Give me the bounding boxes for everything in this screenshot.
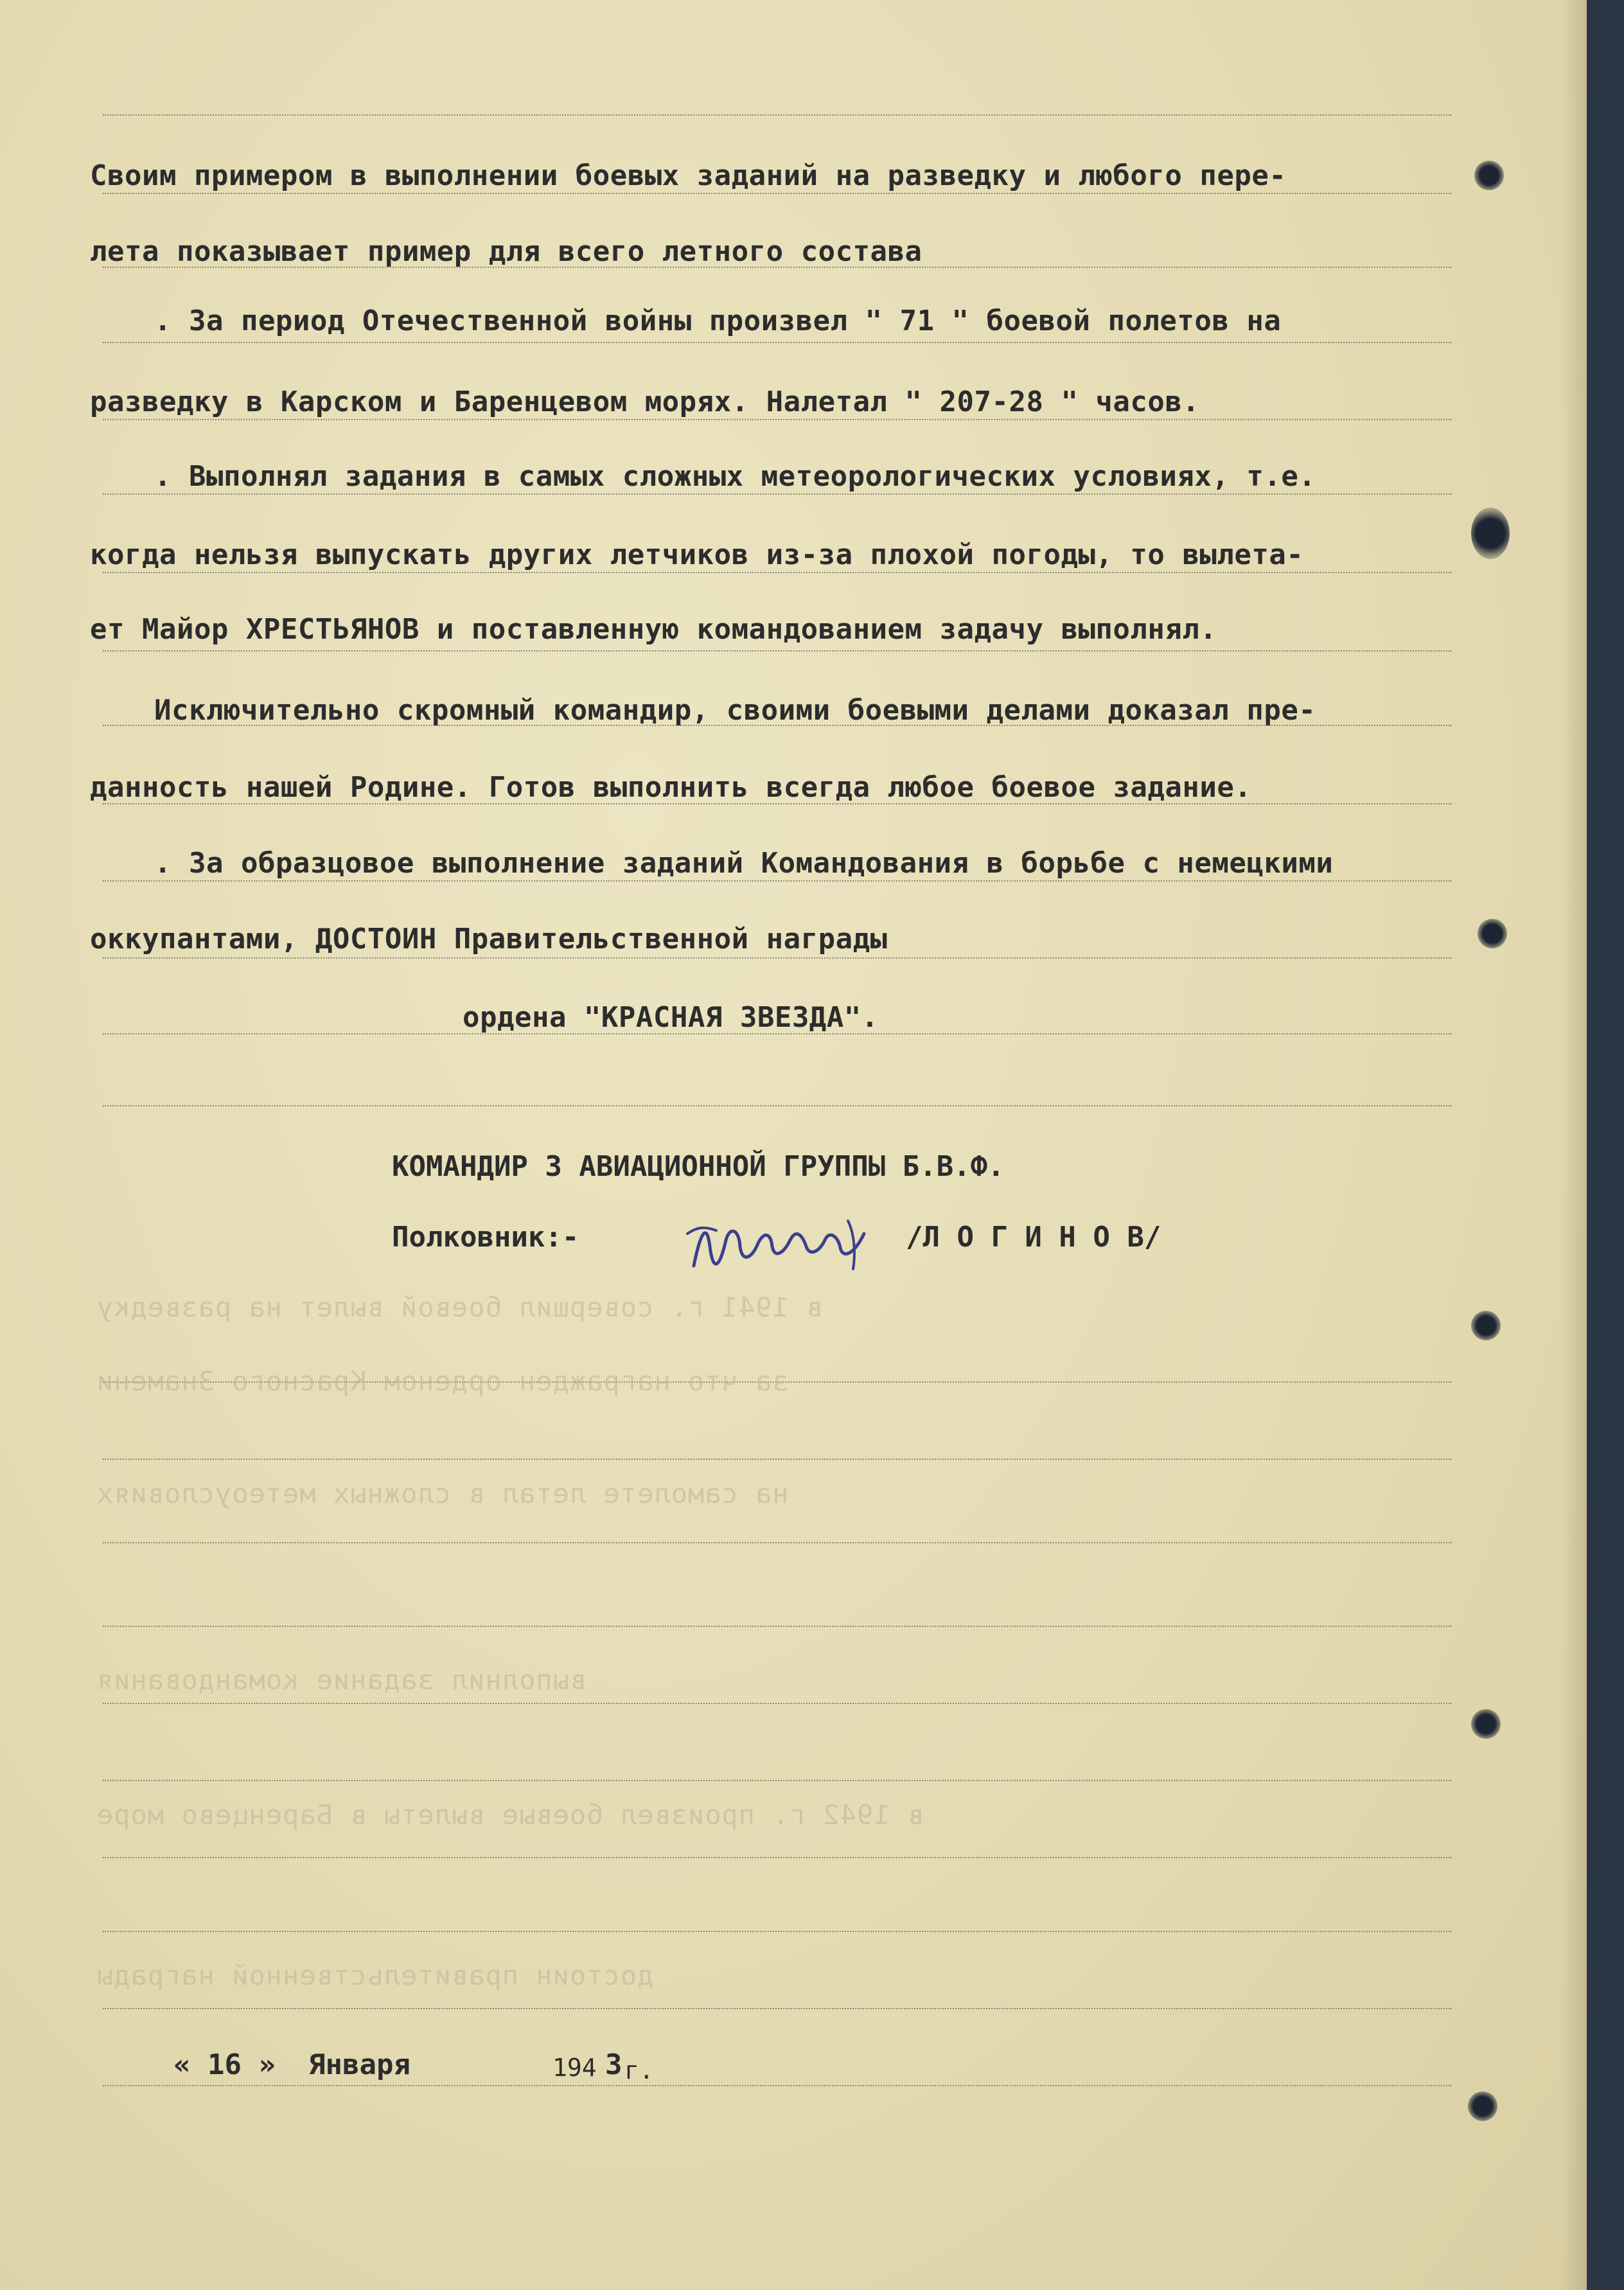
- body-line: Исключительно скромный командир, своими боевыми делами доказал пре-: [154, 694, 1316, 727]
- bleed-through-line: достоин правительственной награды: [96, 1960, 654, 1991]
- rule-line: [103, 342, 1452, 343]
- bleed-through-line: за что награжден орденом Красного Знамени: [96, 1365, 789, 1397]
- date-month: Января: [308, 2048, 410, 2081]
- body-line: . За период Отечественной войны произвел " 71 " боевой полетов на: [154, 305, 1282, 337]
- rule-line: [103, 1459, 1452, 1460]
- date-year-unit: г.: [624, 2056, 654, 2084]
- bleed-through-line: в 1941 г. совершил боевой вылет на разведку: [96, 1291, 823, 1323]
- body-line: Своим примером в выполнении боевых заданий на разведку и любого пере-: [90, 159, 1287, 192]
- body-line: . Выполнял задания в самых сложных метеорологических условиях, т.е.: [154, 460, 1316, 493]
- date-year-prefix: 194: [552, 2054, 597, 2082]
- rule-line: [103, 114, 1452, 116]
- signatory-title: КОМАНДИР 3 АВИАЦИОННОЙ ГРУППЫ Б.В.Ф.: [392, 1150, 1005, 1183]
- rule-line: [103, 1857, 1452, 1858]
- body-line: ет Майор ХРЕСТЬЯНОВ и поставленную командованием задачу выполнял.: [90, 613, 1217, 646]
- rule-line: [103, 1105, 1452, 1106]
- punch-hole: [1478, 919, 1507, 948]
- award-line: ордена "КРАСНАЯ ЗВЕЗДА".: [463, 1001, 879, 1034]
- rule-line: [103, 419, 1452, 420]
- rule-line: [103, 1703, 1452, 1704]
- punch-hole: [1474, 161, 1504, 190]
- body-line: лета показывает пример для всего летного состава: [90, 235, 922, 268]
- rule-line: [103, 2008, 1452, 2009]
- rule-line: [103, 1626, 1452, 1627]
- body-line: когда нельзя выпускать других летчиков из-за плохой погоды, то вылета-: [90, 538, 1304, 571]
- rule-line: [103, 880, 1452, 882]
- date-day: « 16 »: [173, 2048, 276, 2081]
- rule-line: [103, 193, 1452, 194]
- rule-line: [103, 1542, 1452, 1543]
- body-line: . За образцовое выполнение заданий Командования в борьбе с немецкими: [154, 847, 1334, 880]
- punch-hole: [1471, 508, 1510, 559]
- body-line: данность нашей Родине. Готов выполнить всегда любое боевое задание.: [90, 771, 1252, 804]
- rule-line: [103, 572, 1452, 573]
- body-line: разведку в Карском и Баренцевом морях. Налетал " 207-28 " часов.: [90, 386, 1200, 418]
- date-year-suffix: 3: [605, 2048, 622, 2081]
- bleed-through-line: в 1942 г. произвел боевые вылеты в Баренцево море: [96, 1799, 924, 1831]
- bleed-through-line: на самолете летал в сложных метеоусловиях: [96, 1478, 789, 1509]
- body-line: оккупантами, ДОСТОИН Правительственной награды: [90, 923, 888, 955]
- rule-line: [103, 1931, 1452, 1932]
- punch-hole: [1471, 1709, 1501, 1739]
- punch-hole: [1468, 2091, 1497, 2121]
- punch-hole: [1471, 1311, 1501, 1340]
- rule-line: [103, 2085, 1452, 2086]
- signatory-name: /Л О Г И Н О В/: [906, 1221, 1161, 1254]
- rule-line: [103, 493, 1452, 495]
- rule-line: [103, 1780, 1452, 1781]
- bleed-through-line: выполнил задание командования: [96, 1664, 587, 1696]
- handwritten-signature: [681, 1208, 887, 1279]
- signatory-rank: Полковник:-: [392, 1221, 579, 1254]
- rule-line: [103, 957, 1452, 959]
- rule-line: [103, 650, 1452, 652]
